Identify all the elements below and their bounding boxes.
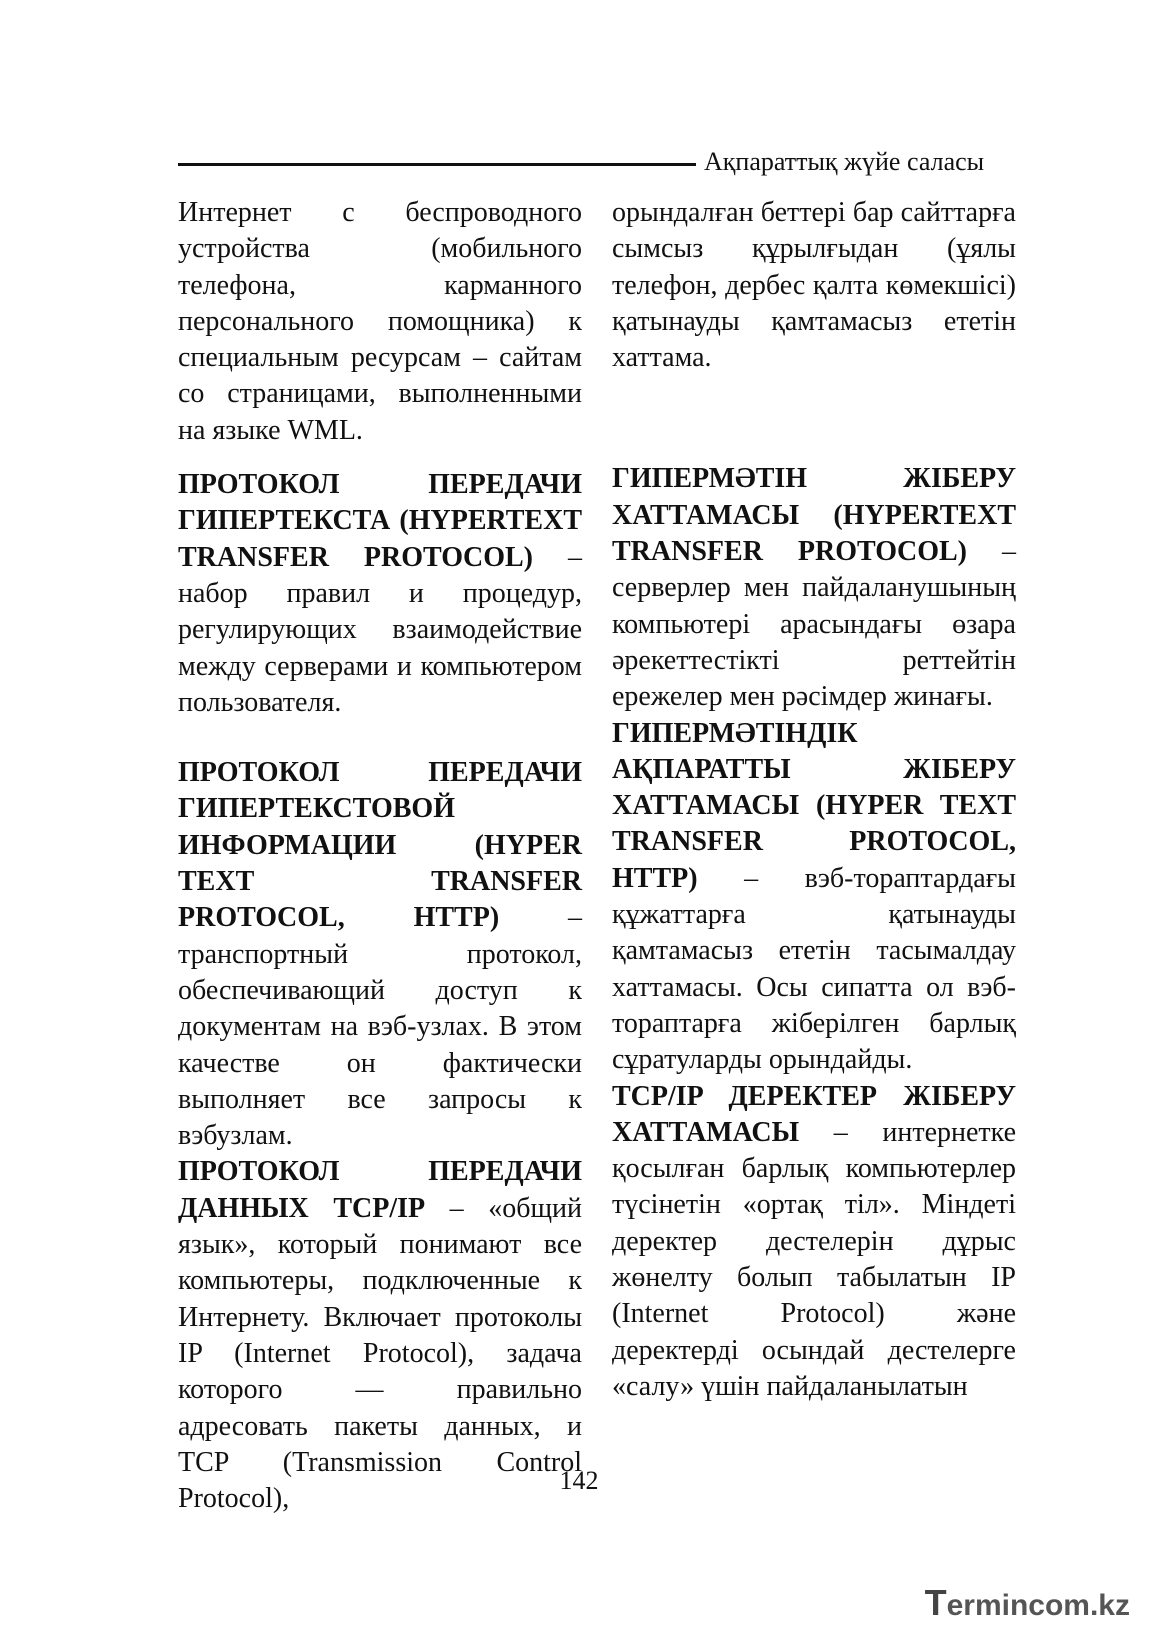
entry-right-2 [612, 461, 1016, 715]
entry-right-4 [612, 1079, 1016, 1406]
entry-text: – интернетке қосылған барлық компьютерлер түсінетін «ортақ тіл». Міндеті деректер дестелерін дұрыс жөнелту болып табылатын IP (Internet Protocol) және деректерді осындай дестелерге «салу» үшін пайдаланылатын [612, 1116, 1016, 1402]
header-rule [178, 163, 696, 166]
entry-text: – серверлер мен пайдаланушының компьютері арасындағы өзара әрекеттестікті реттейтін ережелер мен рәсімдер жинағы. [612, 536, 1016, 713]
entry-left-2 [178, 467, 582, 721]
watermark-text: ermincom.kz [946, 1589, 1130, 1622]
entry-text: – транспортный протокол, обеспечивающий доступ к документам на вэб-узлах. В этом качестве он фактически выполняет все запросы к вэбузлам. [178, 902, 582, 1152]
entry-text: Интернет с беспроводного устройства (мобильного телефона, карманного персонального помощника) к специальным ресурсам – сайтам со страницами, выполненными на языке WML. [178, 197, 582, 446]
entry-right-1 [612, 195, 1016, 376]
left-column [178, 195, 582, 1517]
entry-term: ПРОТОКОЛ ПЕРЕДАЧИ ГИПЕРТЕКСТОВОЙ ИНФОРМАЦИИ (HYPER TEXT TRANSFER PROTOCOL, HTTP) [178, 757, 582, 934]
watermark-logo [925, 1582, 1130, 1624]
watermark-initial: T [924, 1582, 947, 1623]
page-number: 142 [559, 1466, 599, 1495]
entry-left-4 [178, 1154, 582, 1517]
entry-term: TCP/IP ДЕРЕКТЕР ЖІБЕРУ ХАТТАМАСЫ [612, 1080, 1016, 1148]
entry-right-3 [612, 716, 1016, 1079]
entry-term: ПРОТОКОЛ ПЕРЕДАЧИ ГИПЕРТЕКСТА (HYPERTEXT TRANSFER PROTOCOL) [178, 469, 582, 573]
entry-term: ПРОТОКОЛ ПЕРЕДАЧИ ДАННЫХ TCP/IP [178, 1156, 582, 1224]
entry-text: – вэб-тораптардағы құжаттарға қатынауды қамтамасыз ететін тасымалдау хаттамасы. Осы сипатта ол вэб-тораптарға жіберілген барлық сұратуларды орындайды. [612, 862, 1016, 1076]
entry-left-3 [178, 755, 582, 1154]
entry-text: – «общий язык», который понимают все компьютеры, подключенные к Интернету. Включает протоколы IP (Internet Protocol), задача которого — правильно адресовать пакеты данных, и TCP (Transmission Control Protocol), [178, 1192, 582, 1515]
entry-term: ГИПЕРМӘТІН ЖІБЕРУ ХАТТАМАСЫ (HYPERTEXT TRANSFER PROTOCOL) [612, 463, 1016, 568]
entry-term: ГИПЕРМӘТІНДІК АҚПАРАТТЫ ЖІБЕРУ ХАТТАМАСЫ (HYPER TEXT TRANSFER PROTOCOL, HTTP) [612, 717, 1016, 894]
entry-left-1 [178, 195, 582, 449]
entry-text: орындалған беттері бар сайттарға сымсыз құрылғыдан (ұялы телефон, дербес қалта көмекшісі) қатынауды қамтамасыз ететін хаттама. [612, 197, 1016, 374]
entry-text: – набор правил и процедур, регулирующих взаимодействие между серверами и компьютером пользователя. [178, 541, 582, 718]
right-column [612, 195, 1016, 1405]
running-header: Ақпараттық жүйе саласы [704, 147, 985, 176]
